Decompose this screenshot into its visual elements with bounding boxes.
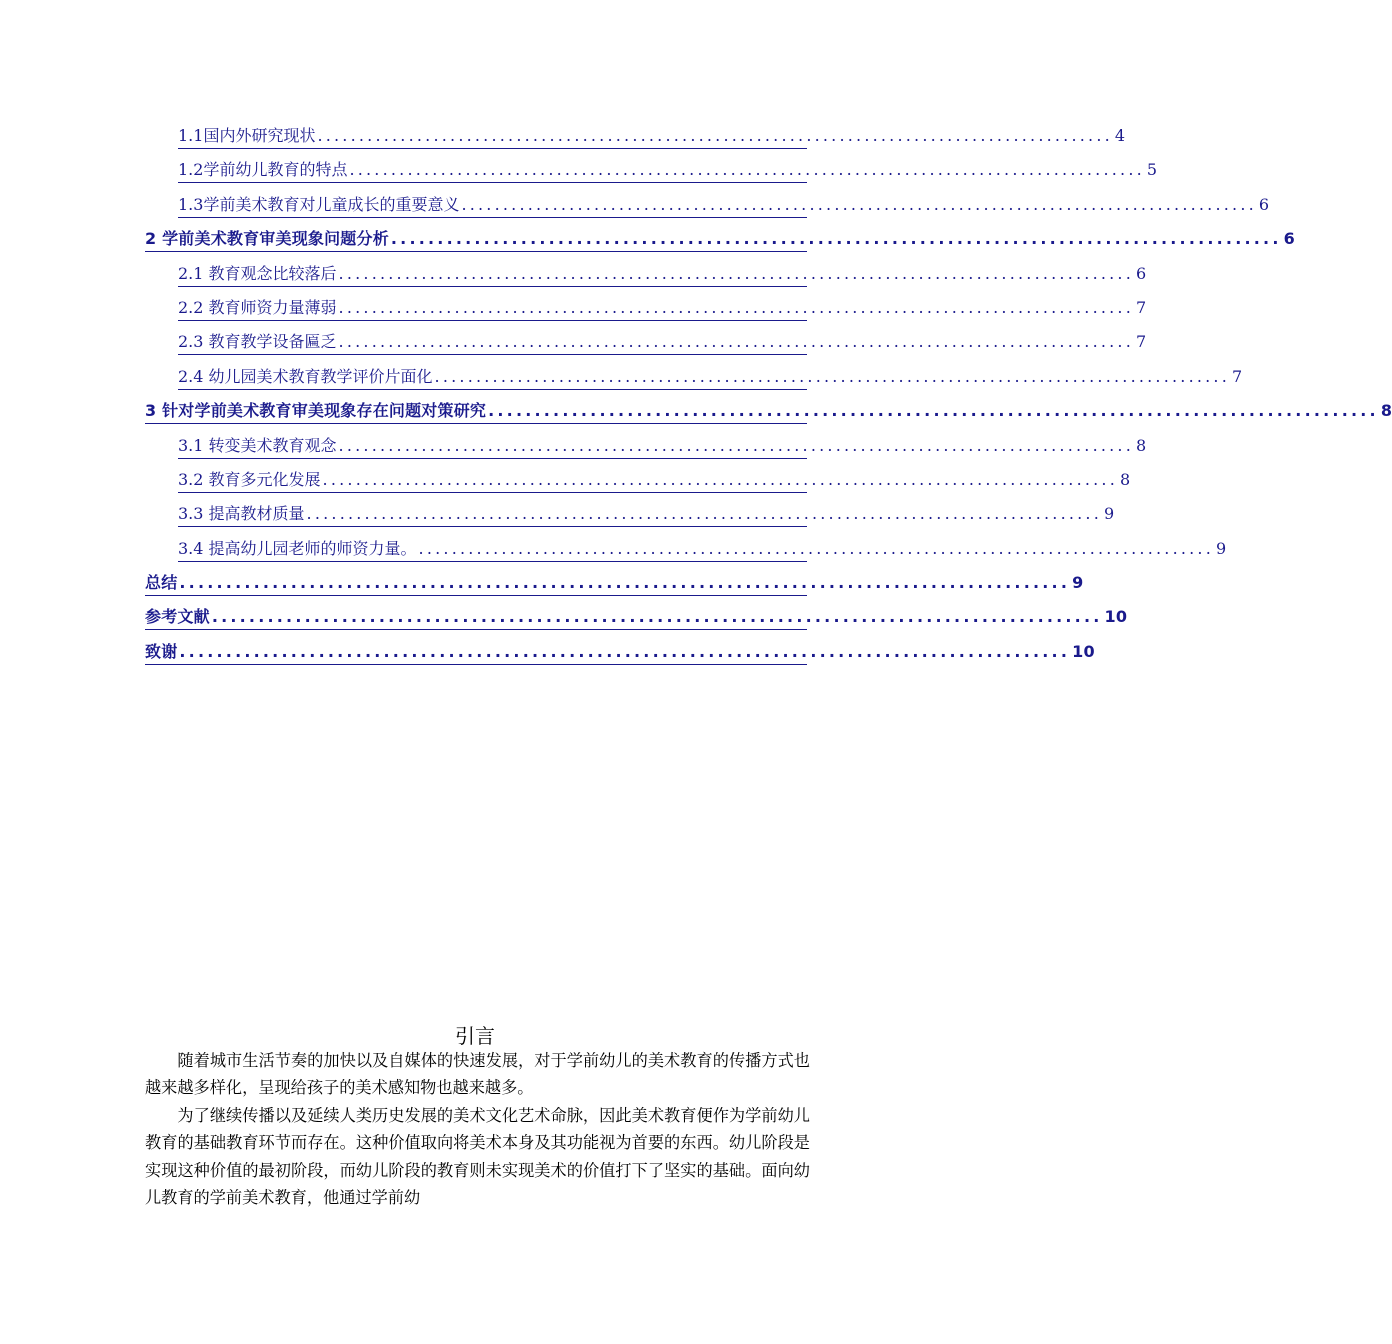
toc-entry-title: 3.1 转变美术教育观念 bbox=[178, 435, 337, 455]
toc-entry-acknowledgements[interactable] bbox=[145, 640, 1095, 674]
toc-page-number: 8 bbox=[1136, 435, 1147, 455]
section-body bbox=[145, 1047, 810, 1211]
toc-leader-dots: ................................................................................................ bbox=[338, 263, 1134, 283]
toc-page-number: 8 bbox=[1120, 469, 1131, 489]
toc-leader-dots: ................................................................................................ bbox=[434, 366, 1230, 386]
toc-page-number: 6 bbox=[1258, 194, 1270, 214]
toc-page-number: 7 bbox=[1232, 366, 1243, 386]
toc-page-number: 10 bbox=[1104, 607, 1128, 627]
toc-entry-2-1[interactable] bbox=[178, 262, 1147, 296]
toc-entry-1-1[interactable] bbox=[178, 124, 1126, 158]
toc-entry-title: 2 学前美术教育审美现象问题分析 bbox=[145, 229, 389, 249]
toc-leader-dots: ................................................................................................ bbox=[338, 435, 1134, 455]
toc-page-number: 10 bbox=[1072, 641, 1095, 661]
toc-entry-chapter-3[interactable] bbox=[145, 399, 1392, 433]
toc-leader-dots: ................................................................................................ bbox=[338, 297, 1134, 317]
toc-leader-dots: ................................................................................................ bbox=[461, 194, 1257, 214]
toc-page-number: 6 bbox=[1136, 263, 1147, 283]
toc-page-number: 7 bbox=[1136, 332, 1147, 352]
toc-entry-2-3[interactable] bbox=[178, 330, 1147, 364]
toc-entry-1-2[interactable] bbox=[178, 158, 1158, 192]
toc-leader-dots: ................................................................................................ bbox=[488, 401, 1379, 421]
toc-entry-references[interactable] bbox=[145, 605, 1128, 639]
toc-entry-title: 1.1国内外研究现状 bbox=[178, 126, 316, 145]
toc-entry-title: 2.3 教育教学设备匾乏 bbox=[178, 332, 337, 352]
paragraph: 随着城市生活节奏的加快以及自媒体的快速发展，对于学前幼儿的美术教育的传播方式也越来越多样化，呈现给孩子的美术感知物也越来越多。 bbox=[145, 1051, 810, 1098]
toc-page-number: 8 bbox=[1380, 401, 1392, 421]
toc-entry-summary[interactable] bbox=[145, 571, 1084, 605]
toc-entry-title: 致谢 bbox=[145, 641, 178, 661]
toc-page-number: 9 bbox=[1216, 538, 1227, 558]
toc-page-number: 9 bbox=[1104, 504, 1115, 524]
toc-page-number: 7 bbox=[1136, 297, 1147, 317]
section-heading: 引言 bbox=[455, 1024, 495, 1048]
toc-entry-title: 3.3 提高教材质量 bbox=[178, 504, 305, 524]
toc-leader-dots: ................................................................................................ bbox=[317, 126, 1113, 145]
toc-entry-title: 3.4 提高幼儿园老师的师资力量。 bbox=[178, 538, 417, 558]
toc-entry-3-2[interactable] bbox=[178, 468, 1131, 502]
toc-entry-2-4[interactable] bbox=[178, 365, 1243, 399]
toc-leader-dots: ................................................................................................ bbox=[418, 538, 1214, 558]
toc-leader-dots: ................................................................................................ bbox=[338, 332, 1134, 352]
toc-entry-title: 1.3学前美术教育对儿童成长的重要意义 bbox=[178, 194, 460, 214]
toc-entry-2-2[interactable] bbox=[178, 296, 1147, 330]
toc-entry-title: 2.4 幼儿园美术教育教学评价片面化 bbox=[178, 366, 433, 386]
paragraph: 为了继续传播以及延续人类历史发展的美术文化艺术命脉，因此美术教育便作为学前幼儿教育的基础教育环节而存在。这种价值取向将美术本身及其功能视为首要的东西。幼儿阶段是实现这种价值的最初阶段，而幼儿阶段的教育则未实现美术的价值打下了坚实的基础。面向幼儿教育的学前美术教育，他通过学前幼 bbox=[145, 1105, 810, 1208]
toc-leader-dots: ................................................................................................ bbox=[306, 504, 1102, 524]
toc-entry-title: 3 针对学前美术教育审美现象存在问题对策研究 bbox=[145, 401, 487, 421]
toc-page-number: 4 bbox=[1114, 126, 1126, 145]
table-of-contents bbox=[145, 124, 1392, 674]
toc-entry-chapter-2[interactable] bbox=[145, 227, 1295, 261]
toc-entry-3-1[interactable] bbox=[178, 434, 1147, 468]
toc-entry-title: 2.2 教育师资力量薄弱 bbox=[178, 297, 337, 317]
toc-page-number: 9 bbox=[1072, 573, 1084, 593]
toc-page-number: 6 bbox=[1283, 229, 1295, 249]
toc-entry-3-4[interactable] bbox=[178, 537, 1227, 571]
toc-entry-title: 3.2 教育多元化发展 bbox=[178, 469, 321, 489]
toc-entry-title: 1.2学前幼儿教育的特点 bbox=[178, 160, 348, 180]
toc-entry-title: 2.1 教育观念比较落后 bbox=[178, 263, 337, 283]
toc-entry-title: 参考文献 bbox=[145, 607, 210, 627]
toc-entry-1-3[interactable] bbox=[178, 193, 1270, 227]
toc-entry-3-3[interactable] bbox=[178, 502, 1115, 536]
toc-leader-dots: ................................................................................................ bbox=[390, 229, 1282, 249]
toc-leader-dots: ................................................................................................ bbox=[179, 641, 1071, 661]
toc-leader-dots: ................................................................................................ bbox=[322, 469, 1118, 489]
toc-entry-title: 总结 bbox=[145, 573, 178, 593]
toc-leader-dots: ................................................................................................ bbox=[349, 160, 1145, 180]
toc-page-number: 5 bbox=[1146, 160, 1158, 180]
toc-leader-dots: ................................................................................................ bbox=[211, 607, 1103, 627]
toc-leader-dots: ................................................................................................ bbox=[179, 573, 1071, 593]
